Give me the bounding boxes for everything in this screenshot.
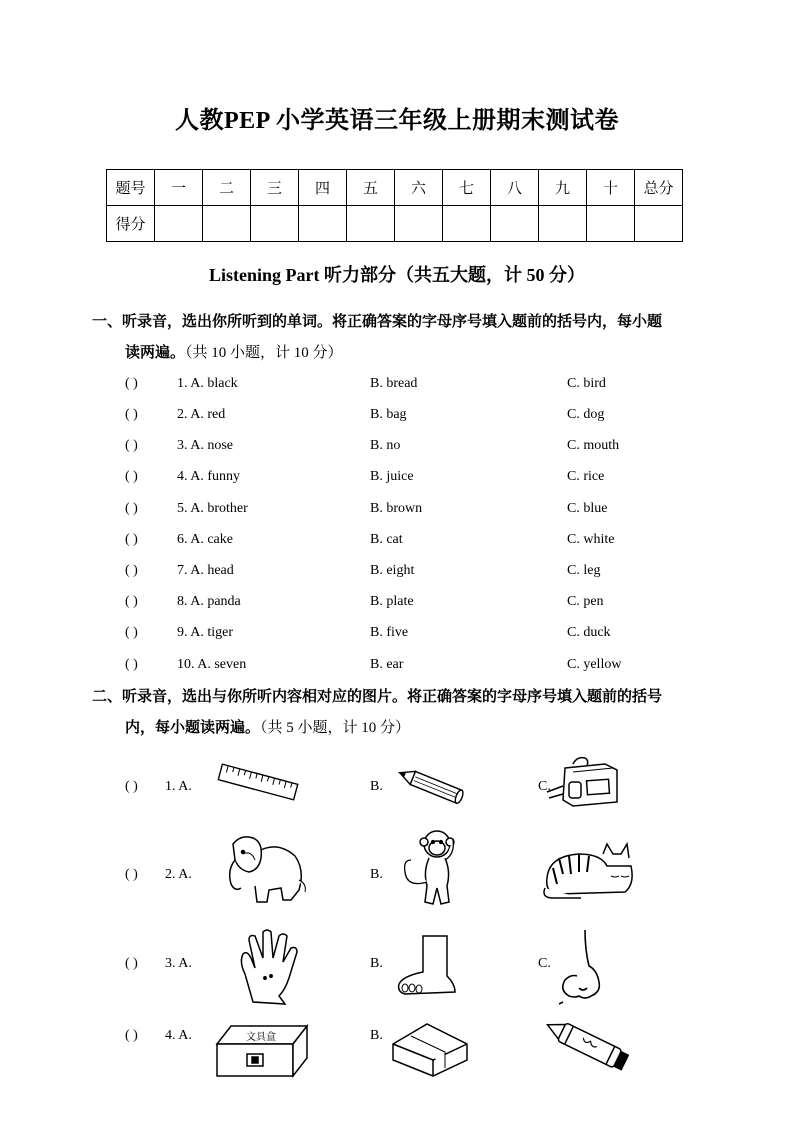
score-header-cell: 六 [395,170,443,206]
option-b: B. no [370,438,401,453]
score-cell[interactable] [443,206,491,242]
option-b: B. cat [370,532,403,547]
section-heading: Listening Part 听力部分（共五大题，计 50 分） [209,265,585,285]
option-c: C. pen [567,594,604,609]
part2-subtitle-rest: （共 5 小题，计 10 分） [260,720,411,736]
part2-subtitle-bold: 内，每小题读两遍。 [125,720,261,736]
option-c: C. yellow [567,657,622,672]
score-cell[interactable] [395,206,443,242]
pencil-box-label: 文具盒 [246,1032,276,1043]
option-a: 7. A. head [177,563,234,578]
crayon-icon[interactable] [539,1016,635,1072]
score-header-cell: 三 [251,170,299,206]
score-header-cell: 一 [155,170,203,206]
option-a: 6. A. cake [177,532,233,547]
score-header-cell: 题号 [107,170,155,206]
part1-title: 一、听录音，选出你所听到的单词。将正确答案的字母序号填入题前的括号内，每小题 [92,314,663,330]
option-b: B. brown [370,501,423,516]
option-b: B. five [370,625,409,640]
part1-subtitle-bold: 读两遍。 [125,345,186,361]
option-b: B. bread [370,376,418,391]
answer-blank[interactable]: ( ) [125,594,138,609]
list-item [125,594,685,618]
list-item [125,438,685,462]
option-a: 9. A. tiger [177,625,233,640]
part2-subtitle [125,712,410,744]
list-item [125,532,685,556]
answer-blank[interactable]: ( ) [125,407,138,422]
score-cell[interactable] [251,206,299,242]
option-c: C. leg [567,563,601,578]
answer-blank[interactable]: ( ) [125,438,138,453]
option-a: 1. A. [165,779,192,794]
answer-blank[interactable]: ( ) [125,1028,138,1043]
option-a: 3. A. nose [177,438,233,453]
list-item [125,469,685,493]
score-cell[interactable] [587,206,635,242]
answer-blank[interactable]: ( ) [125,779,138,794]
score-header-cell: 十 [587,170,635,206]
score-header-cell: 五 [347,170,395,206]
answer-blank[interactable]: ( ) [125,563,138,578]
eraser-icon[interactable] [387,1014,471,1080]
answer-blank[interactable]: ( ) [125,867,138,882]
monkey-icon[interactable] [397,826,467,910]
part1-subtitle [125,337,343,369]
list-item [125,501,685,525]
option-a: 1. A. black [177,376,238,391]
option-c: C. [538,956,551,971]
option-c: C. rice [567,469,605,484]
list-item [125,407,685,431]
score-cell[interactable] [635,206,683,242]
score-header-cell: 七 [443,170,491,206]
option-b: B. bag [370,407,407,422]
score-header-cell: 四 [299,170,347,206]
foot-icon[interactable] [395,932,465,1002]
answer-blank[interactable]: ( ) [125,469,138,484]
option-b: B. eight [370,563,415,578]
option-b: B. [370,956,383,971]
pencil-box-icon[interactable] [213,1020,311,1082]
picture-question [125,1010,685,1100]
list-item [125,625,685,649]
answer-blank[interactable]: ( ) [125,625,138,640]
list-item [125,563,685,587]
option-b: B. plate [370,594,414,609]
option-a: 4. A. [165,1028,192,1043]
answer-blank[interactable]: ( ) [125,657,138,672]
cat-icon[interactable] [541,840,637,902]
elephant-icon[interactable] [221,830,311,906]
answer-blank[interactable]: ( ) [125,956,138,971]
score-cell[interactable] [155,206,203,242]
score-table-score-row [107,206,683,242]
list-item [125,657,685,681]
answer-blank[interactable]: ( ) [125,501,138,516]
option-a: 2. A. red [177,407,226,422]
score-header-cell: 八 [491,170,539,206]
score-header-cell: 总分 [635,170,683,206]
list-item [125,376,685,400]
score-row-label: 得分 [107,206,155,242]
score-header-cell: 九 [539,170,587,206]
score-cell[interactable] [347,206,395,242]
score-cell[interactable] [491,206,539,242]
option-b: B. [370,779,383,794]
option-b: B. [370,867,383,882]
option-c: C. [538,779,551,794]
option-b: B. [370,1028,383,1043]
score-cell[interactable] [539,206,587,242]
option-a: 8. A. panda [177,594,241,609]
score-cell[interactable] [203,206,251,242]
option-c: C. white [567,532,615,547]
option-a: 5. A. brother [177,501,248,516]
option-b: B. juice [370,469,414,484]
option-c: C. blue [567,501,608,516]
option-c: C. duck [567,625,611,640]
pencil-icon[interactable] [393,764,467,808]
score-table [106,169,683,242]
option-b: B. ear [370,657,404,672]
score-header-cell: 二 [203,170,251,206]
option-c: C. dog [567,407,605,422]
option-a: 4. A. funny [177,469,240,484]
nose-icon[interactable] [555,926,615,1006]
option-a: 10. A. seven [177,657,247,672]
score-table-header-row [107,170,683,206]
school-bag-icon[interactable] [543,754,623,810]
picture-question [125,916,685,1006]
ruler-icon[interactable] [213,760,303,804]
picture-question [125,826,685,916]
answer-blank[interactable]: ( ) [125,532,138,547]
hand-icon[interactable] [235,928,301,1008]
option-c: C. mouth [567,438,620,453]
answer-blank[interactable]: ( ) [125,376,138,391]
score-cell[interactable] [299,206,347,242]
option-a: 3. A. [165,956,192,971]
page-title: 人教PEP 小学英语三年级上册期末测试卷 [174,108,619,134]
option-c: C. bird [567,376,606,391]
part2-title: 二、听录音，选出与你所听内容相对应的图片。将正确答案的字母序号填入题前的括号 [92,689,663,705]
option-a: 2. A. [165,867,192,882]
part1-subtitle-rest: （共 10 小题，计 10 分） [185,345,343,361]
